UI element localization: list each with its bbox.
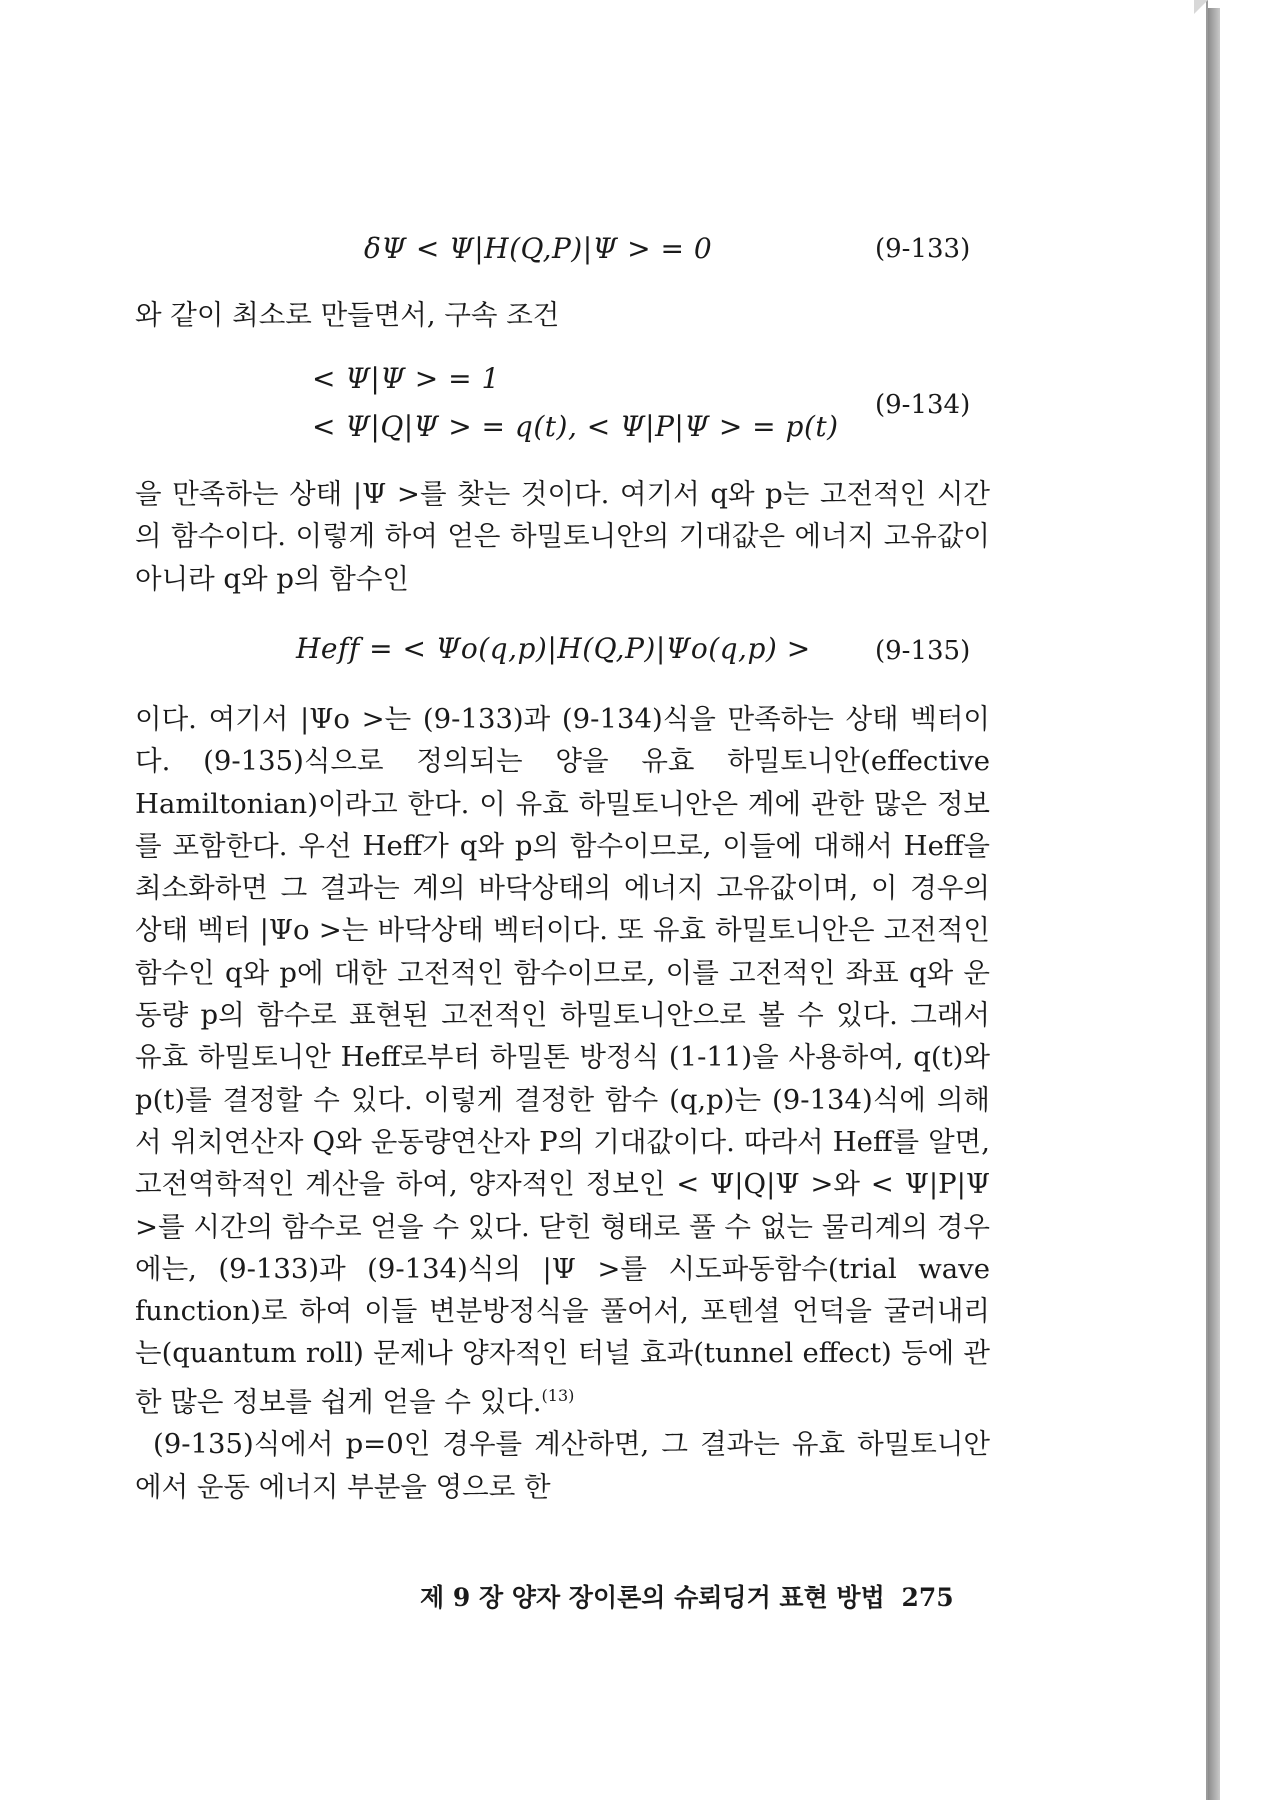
page-footer (420, 1578, 960, 1614)
paragraph-text: 와 같이 최소로 만들면서, 구속 조건 (135, 299, 560, 331)
paragraph-effective-hamiltonian (135, 698, 990, 1508)
equation-number-9-133: (9-133) (875, 234, 971, 264)
page-number: 275 (901, 1583, 954, 1612)
paragraph-text: 을 만족하는 상태 |Ψ >를 찾는 것이다. 여기서 q와 p는 고전적인 시간의 함수이다. 이렇게 하여 얻은 하밀토니안의 기대값은 에너지 고유값이 아니라 q와 p의 함수인 (135, 478, 990, 595)
footnote-marker: (13) (541, 1385, 575, 1405)
equation-9-135: Heff = < Ψo(q,p)|H(Q,P)|Ψo(q,p) > (296, 632, 811, 665)
equation-number-9-134: (9-134) (875, 390, 971, 420)
paragraph-text-p-zero: (9-135)식에서 p=0인 경우를 계산하면, 그 결과는 유효 하밀토니안에서 운동 에너지 부분을 영으로 한 (135, 1428, 990, 1503)
paragraph-state-search (135, 473, 990, 600)
equation-9-133: δΨ < Ψ|H(Q,P)|Ψ > = 0 (364, 232, 713, 265)
equation-number-9-135: (9-135) (875, 636, 971, 666)
page-corner-fold (1194, 0, 1208, 14)
paragraph-text: 이다. 여기서 |Ψo >는 (9-133)과 (9-134)식을 만족하는 상태 벡터이다. (9-135)식으로 정의되는 양을 유효 하밀토니안(effective Hamiltonian)이라고 한다. 이 유효 하밀토니안은 계에 관한 많은 정보를 포함한다. 우선 Heff가 q와 p의 함수이므로, 이들에 대해서 Heff을 최소화하면 그 결과는 계의 바닥상태의 에너지 고유값이며, 이 경우의 상태 벡터 |Ψo >는 바닥상태 벡터이다. 또 유효 하밀토니안은 고전적인 함수인 q와 p에 대한 고전적인 함수이므로, 이를 고전적인 좌표 q와 운동량 p의 함수로 표현된 고전적인 하밀토니안으로 볼 수 있다. 그래서 유효 하밀토니안 Heff로부터 하밀톤 방정식 (1-11)을 사용하여, q(t)와 p(t)를 결정할 수 있다. 이렇게 결정한 함수 (q,p)는 (9-134)식에 의해서 위치연산자 Q와 운동량연산자 P의 기대값이다. 따라서 Heff를 알면, 고전역학적인 계산을 하여, 양자적인 정보인 < Ψ|Q|Ψ >와 < Ψ|P|Ψ >를 시간의 함수로 얻을 수 있다. 닫힌 형태로 풀 수 없는 물리계의 경우에는, (9-133)과 (9-134)식의 |Ψ >를 시도파동함수(trial wave function)로 하여 이들 변분방정식을 풀어서, 포텐셜 언덕을 굴러내리는(quantum roll) 문제나 양자적인 터널 효과(tunnel effect) 등에 관한 많은 정보를 쉽게 얻을 수 있다. (135, 703, 990, 1418)
equation-9-134-normalization: < Ψ|Ψ > = 1 (312, 362, 500, 395)
paragraph-constraint-intro (135, 294, 990, 336)
equation-9-134-expectations: < Ψ|Q|Ψ > = q(t), < Ψ|P|Ψ > = p(t) (312, 410, 839, 443)
chapter-running-title: 제 9 장 양자 장이론의 슈뢰딩거 표현 방법 (420, 1583, 885, 1612)
page-edge-shadow (1208, 8, 1220, 1800)
